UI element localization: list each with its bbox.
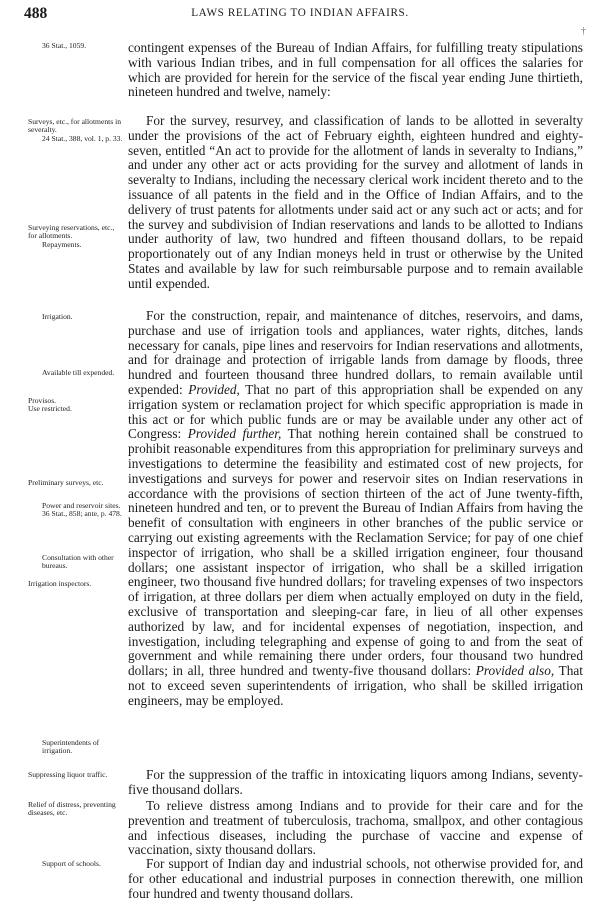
- page-header: [0, 5, 600, 27]
- paragraph: For the construction, repair, and maintenance of ditches, reservoirs, and dams, purchase and use of irrigation tools and appliances, water rights, ditches, lands necessary for canals, pipe lines and reservoirs for Indian reservations and allotments, and for drainage and protection of irrigable lands from damage by floods, three hundred and fourteen thousand three hundred dollars, to remain available until expended: Provided, That no part of this appropriation shall be expended on any irrigation system or reclamation project for which specific appropriation is made in this act or for which public funds are or may be available under any other act of Congress: Provided further, That nothing herein contained shall be construed to prohibit reasonable expenditures from this appropriation for preliminary surveys and investigations to determine the feasibility and estimated cost of new projects, for investigations and surveys for power and reservoir sites on Indian reservations in accordance with the provisions of section thirteen of the act of June twenty-fifth, nineteen hundred and ten, or to prevent the Bureau of Indian Affairs from having the benefit of consultation with engineers in other branches of the public service or carrying out existing agreements with the Reclamation Service; for pay of one chief inspector of irrigation, who shall be a skilled irrigation engineer, four thousand dollars; one assistant inspector of irrigation, who shall be a skilled irrigation engineer, two thousand five hundred dollars; for traveling expenses of two inspectors of irrigation, at three dollars per diem when actually employed on duty in the field, exclusive of transportation and sleeping-car fare, in lieu of all other expenses authorized by law, and for incidental expenses of negotiation, inspection, and investigation, including telegraphing and expense of going to and from the seat of government and while remaining there under orders, four thousand two hundred dollars; in all, three hundred and twenty-five thousand dollars: Provided also, That not to exceed seven superintendents of irrigation, who shall be skilled irrigation engineers, may be employed.: [128, 308, 584, 708]
- page-number: 488: [24, 5, 48, 22]
- margin-note: Irrigation inspectors.: [28, 579, 92, 588]
- running-head: LAWS RELATING TO INDIAN AFFAIRS.: [191, 7, 409, 19]
- margin-note: Consultation with other bureaus.: [42, 553, 114, 571]
- paragraph: To relieve distress among Indians and to provide for their care and for the prevention and treatment of tuberculosis, trachoma, smallpox, and other contagious and infectious diseases, including the purchase of vaccine and expense of vaccination, sixty thousand dollars.: [128, 798, 583, 858]
- margin-note: Surveys, etc., for allotments in severalty. 24 Stat., 388, vol. 1, p. 33.: [28, 117, 123, 143]
- margin-note: Available till expended.: [42, 368, 115, 377]
- margin-note: Suppressing liquor traffic.: [28, 770, 108, 779]
- corner-mark: †: [581, 26, 586, 37]
- margin-note: Surveying reservations, etc., for allotments. Repayments.: [28, 223, 115, 249]
- margin-note: Power and reservoir sites. 36 Stat., 858; ante, p. 478.: [42, 501, 122, 519]
- margin-note: Preliminary surveys, etc.: [28, 478, 104, 487]
- margin-note: Superintendents of irrigation.: [42, 738, 100, 756]
- paragraph: contingent expenses of the Bureau of Indian Affairs, for fulfilling treaty stipulations with various Indian tribes, and in full compensation for all offices the salaries for which are provided for herein for the service of the fiscal year ending June thirtieth, nineteen hundred and twelve, namely:: [128, 40, 583, 100]
- margin-note: Irrigation.: [42, 312, 73, 321]
- margin-note: Provisos. Use restricted.: [28, 396, 72, 414]
- margin-note: Support of schools.: [42, 859, 101, 868]
- margin-note: Relief of distress, preventing diseases, etc.: [28, 800, 116, 818]
- paragraph: For support of Indian day and industrial schools, not otherwise provided for, and for other educational and industrial purposes in connection therewith, one million four hundred and twenty thousand dollars.: [128, 856, 583, 901]
- margin-note: 36 Stat., 1059.: [42, 41, 87, 50]
- paragraph: For the suppression of the traffic in intoxicating liquors among Indians, seventy-five thousand dollars.: [128, 767, 583, 797]
- paragraph: For the survey, resurvey, and classification of lands to be allotted in severalty under the provisions of the act of February eighth, eighteen hundred and eighty-seven, entitled “An act to provide for the allotment of lands in severalty to Indians,” and under any other act or acts providing for the survey and allotment of lands in severalty to Indians, including the necessary clerical work incident thereto and to the issuance of all patents in the field and in the Office of Indian Affairs, and to the delivery of trust patents for allotments under said act or any such act or acts; and for the survey and subdivision of Indian reservations and lands to be allotted to Indians under authority of law, two hundred and fifteen thousand dollars, to be repaid proportionately out of any Indian moneys held in trust or otherwise by the United States and available by law for such reimbursable purpose and to remain available until expended.: [128, 113, 583, 291]
